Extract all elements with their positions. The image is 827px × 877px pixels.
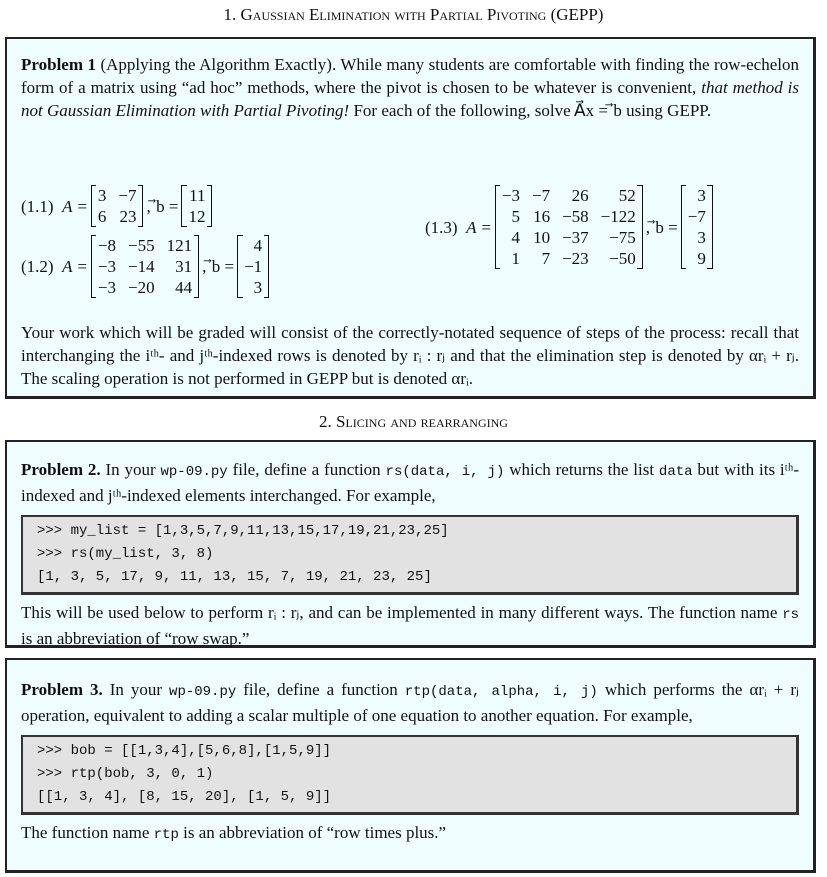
code-term: rtp xyxy=(153,827,179,843)
problem-2-after xyxy=(21,601,799,650)
matrix-row xyxy=(495,248,642,269)
matrix-cell: −55 xyxy=(127,236,155,255)
matrix-row xyxy=(238,256,269,277)
problem-label: Problem 2. xyxy=(21,460,101,479)
matrix-row xyxy=(238,235,269,256)
matrix-a xyxy=(495,185,643,269)
matrix-row xyxy=(681,248,712,269)
matrix-cell: 4 xyxy=(253,236,263,255)
matrix-cell: 7 xyxy=(541,249,551,268)
matrix-cell: 3 xyxy=(253,278,263,297)
code-line: >>> rtp(bob, 3, 0, 1) xyxy=(37,766,214,782)
item-label: (1.1) xyxy=(21,196,54,216)
text-part: which returns the list xyxy=(504,460,659,479)
equals-b: , ⃗b = xyxy=(146,196,179,216)
matrix-cell: 121 xyxy=(166,236,193,255)
matrix-cell: −37 xyxy=(562,228,589,247)
matrix-row xyxy=(495,227,642,248)
code-term: rtp(data, alpha, i, j) xyxy=(404,684,598,700)
text-part: The function name xyxy=(21,823,154,842)
matrix-1-3 xyxy=(425,185,716,269)
code-line: >>> my_list = [1,3,5,7,9,11,13,15,17,19,21,23,25] xyxy=(37,523,449,539)
matrix-cell: −23 xyxy=(562,249,589,268)
equals-b: , ⃗b = xyxy=(202,257,235,276)
matrix-cell: −122 xyxy=(600,207,636,226)
problem-1-text: Problem 1 (Applying the Algorithm Exactly). While many students are comfortable with finding the row-echelon form of a matrix using “ad hoc” methods, where the pivot is chosen to be whatever is convenient, that method is not Gaussian Elimination with Partial Pivoting! For each of the following, solve A⃗x = ⃗b using GEPP. xyxy=(21,55,799,120)
problem-3-text xyxy=(21,678,799,727)
matrix-row xyxy=(91,206,143,227)
code-line: [[1, 3, 4], [8, 15, 20], [1, 5, 9]] xyxy=(37,789,332,805)
code-line: [1, 3, 5, 17, 9, 11, 13, 15, 7, 19, 21, 23, 25] xyxy=(37,569,432,585)
code-term: rs xyxy=(782,607,799,623)
code-term: wp-09.py xyxy=(169,684,237,700)
matrix-cell: −1 xyxy=(244,257,263,276)
matrix-cell: 3 xyxy=(697,186,706,205)
matrix-row xyxy=(681,227,712,248)
code-term: rs(data, i, j) xyxy=(385,464,505,480)
matrix-1-2 xyxy=(21,235,272,298)
problem-2-text xyxy=(21,458,799,507)
matrix-cell: −58 xyxy=(562,207,589,226)
matrix-row xyxy=(91,185,143,206)
section-2-heading: 2. Slicing and rearranging xyxy=(319,412,508,431)
matrix-cell: 4 xyxy=(511,228,520,247)
matrix-row xyxy=(681,185,712,206)
text-part: file, define a function xyxy=(236,680,405,699)
matrix-row xyxy=(238,277,269,298)
item-label: (1.3) xyxy=(425,217,458,237)
matrix-row xyxy=(182,185,212,206)
matrix-a xyxy=(91,185,144,227)
matrix-cell: −7 xyxy=(118,186,137,205)
vector-b xyxy=(237,235,269,298)
equals-a: A = xyxy=(457,217,492,237)
matrix-cell: −7 xyxy=(687,207,706,226)
text-part: is an abbreviation of “row times plus.” xyxy=(178,823,447,842)
matrix-cell: −75 xyxy=(609,228,636,247)
matrix-cell: 5 xyxy=(511,207,520,226)
problem-1-footer: Your work which will be graded will consist of the correctly-notated sequence of steps of the process: recall that interchanging the iᵗʰ- and jᵗʰ-indexed rows is denoted by rᵢ : rⱼ and that the elimination step is denoted by αrᵢ + rⱼ. The scaling operation is not performed in GEPP but is denoted αrᵢ. xyxy=(21,323,799,388)
problem-2-box xyxy=(5,440,816,648)
text-part: but with its iᵗʰ-indexed and jᵗʰ-indexed elements interchanged. For example, xyxy=(21,460,800,505)
text-part: file, define a function xyxy=(227,460,386,479)
text-part: which performs the αrᵢ + rⱼ operation, equivalent to adding a scalar multiple of one equation to another equation. For example, xyxy=(21,680,799,725)
equals-b: , ⃗b = xyxy=(645,217,678,237)
code-line: >>> bob = [[1,3,4],[5,6,8],[1,5,9]] xyxy=(37,743,332,759)
problem-label: Problem 3. xyxy=(21,680,103,699)
vector-b xyxy=(681,185,713,269)
matrix-cell: 3 xyxy=(97,186,107,205)
code-term: data xyxy=(658,464,693,480)
matrix-cell: −3 xyxy=(97,257,116,276)
matrix-cell: 3 xyxy=(697,228,706,247)
matrix-row xyxy=(91,277,198,298)
matrix-cell: 44 xyxy=(175,278,193,297)
matrix-1-1 xyxy=(21,185,215,227)
matrix-cell: 31 xyxy=(175,257,193,276)
matrix-cell: −3 xyxy=(501,186,520,205)
matrix-cell: 12 xyxy=(188,207,206,226)
matrix-cell: 16 xyxy=(533,207,551,226)
matrix-cell: 26 xyxy=(571,186,589,205)
matrix-cell: 6 xyxy=(97,207,107,226)
code-example-rtp xyxy=(21,735,799,815)
matrix-row xyxy=(91,256,198,277)
code-term: wp-09.py xyxy=(160,464,228,480)
code-line: >>> rs(my_list, 3, 8) xyxy=(37,546,214,562)
matrix-row xyxy=(91,235,198,256)
problem-1-box xyxy=(5,37,816,399)
matrix-cell: 52 xyxy=(618,186,636,205)
matrix-row xyxy=(495,185,642,206)
matrix-cell: 11 xyxy=(189,186,206,205)
matrix-cell: 1 xyxy=(511,249,520,268)
matrix-row xyxy=(495,206,642,227)
text-part: In your xyxy=(109,680,170,699)
item-label: (1.2) xyxy=(21,257,54,276)
matrix-cell: −20 xyxy=(127,278,155,297)
matrix-a xyxy=(91,235,199,298)
matrix-row xyxy=(681,206,712,227)
section-1-heading: 1. Gaussian Elimination with Partial Pivoting (GEPP) xyxy=(223,5,604,24)
vector-b xyxy=(181,185,212,227)
matrix-cell: −14 xyxy=(127,257,155,276)
equals-a: A = xyxy=(53,257,88,276)
matrix-cell: 23 xyxy=(119,207,137,226)
matrix-row xyxy=(182,206,212,227)
matrix-cell: 9 xyxy=(697,249,706,268)
matrix-cell: −3 xyxy=(97,278,116,297)
text-part: In your xyxy=(105,460,161,479)
problem-3-after xyxy=(21,821,799,847)
problem-3-box xyxy=(5,658,816,873)
matrix-cell: −50 xyxy=(609,249,636,268)
equals-a: A = xyxy=(53,196,88,216)
matrix-cell: −7 xyxy=(531,186,551,205)
text-part: is an abbreviation of “row swap.” xyxy=(21,629,250,648)
matrix-cell: 10 xyxy=(533,228,551,247)
text-part: This will be used below to perform rᵢ : rⱼ, and can be implemented in many different ways. The function name xyxy=(21,603,783,622)
matrix-cell: −8 xyxy=(97,236,116,255)
code-example-rs xyxy=(21,515,799,595)
